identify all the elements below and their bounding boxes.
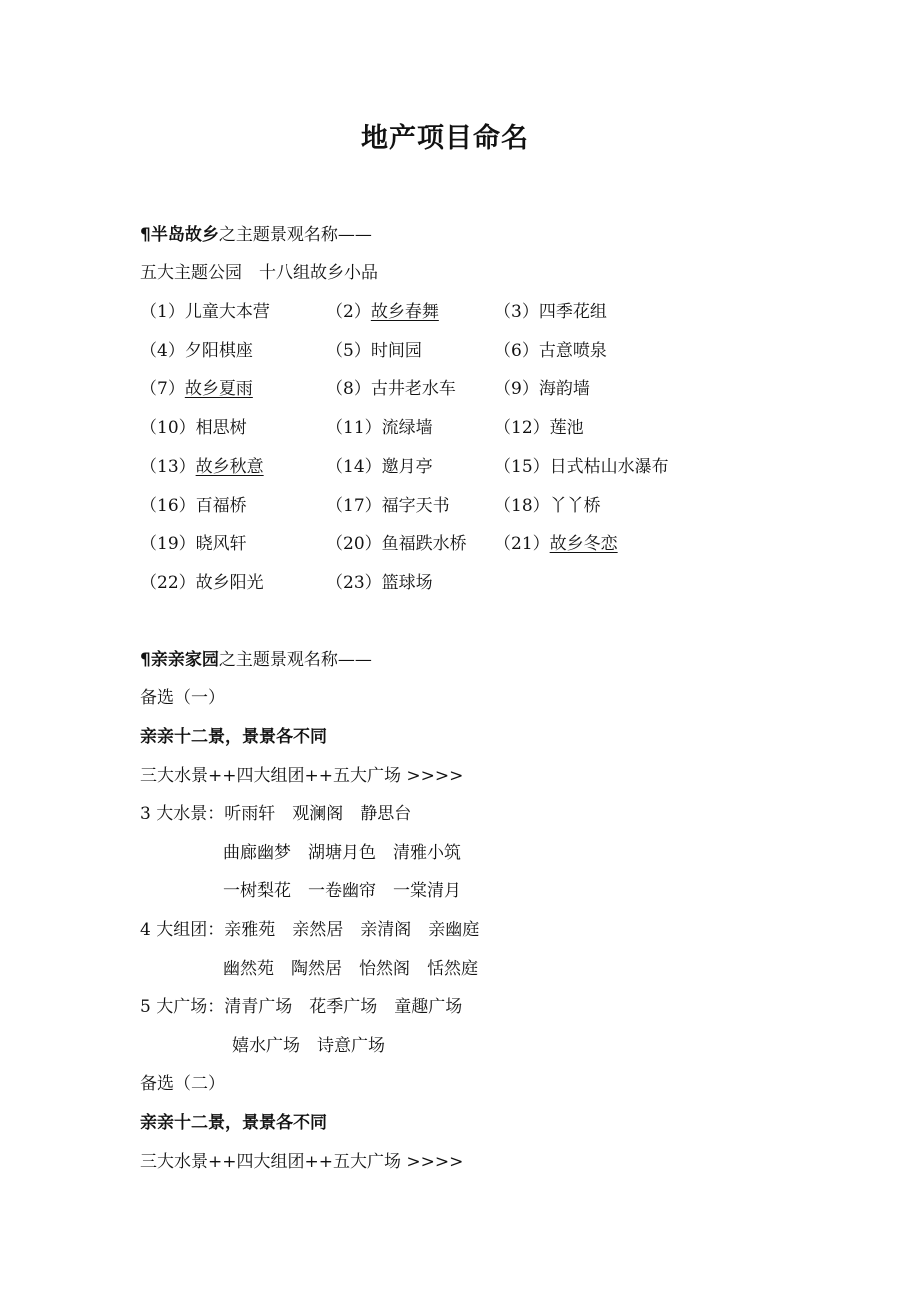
item-number: （5） [326,341,371,361]
item-name: 儿童大本营 [184,302,270,322]
landscape-item [494,532,618,556]
plaza-row-2: 嬉水广场 诗意广场 [232,1036,385,1056]
group-row-1 [140,918,479,942]
option-one-label: 备选（一） [140,688,225,708]
landscape-item [140,494,247,518]
landscape-item [140,571,264,595]
item-name: 故乡阳光 [195,573,264,593]
item-number: （1） [140,302,185,322]
landscape-item [140,339,253,363]
item-name: 日式枯山水瀑布 [549,457,669,477]
item-number: （19） [140,534,196,554]
heading-rest: 之主题景观名称—— [218,650,372,670]
item-number: （4） [140,341,185,361]
item-name: 故乡秋意 [195,457,264,477]
landscape-item [494,339,607,363]
section-heading-bandao [140,223,372,247]
landscape-item [494,416,584,440]
item-name: 相思树 [195,418,247,438]
landscape-item [494,455,669,479]
item-name: 故乡夏雨 [184,379,253,399]
landscape-item [494,377,590,401]
item-name: 丫丫桥 [549,496,601,516]
landscape-item [326,494,450,518]
item-name: 四季花组 [538,302,607,322]
landscape-item [140,300,270,324]
heading-bold: ¶半岛故乡 [140,225,219,245]
water-row-3: 一树梨花 一卷幽帘 一棠清月 [223,881,461,901]
water-row-2: 曲廊幽梦 湖塘月色 清雅小筑 [223,843,461,863]
item-number: （6） [494,341,539,361]
item-number: （10） [140,418,196,438]
water-row-1 [140,802,411,826]
landscape-item [494,494,601,518]
item-number: （2） [326,302,371,322]
page-title: 地产项目命名 [361,123,529,154]
item-number: （17） [326,496,382,516]
group-label: 4 大组团： [140,920,225,940]
item-number: （20） [326,534,382,554]
slogan-two: 亲亲十二景，景景各不同 [140,1113,327,1133]
item-number: （13） [140,457,196,477]
landscape-item [140,455,264,479]
item-name: 莲池 [549,418,584,438]
summary-one: 三大水景++四大组团++五大广场 >>>> [140,766,464,786]
item-name: 邀月亭 [381,457,433,477]
item-name: 时间园 [370,341,422,361]
item-name: 古意喷泉 [538,341,607,361]
landscape-item [326,455,433,479]
group-names-1: 亲雅苑 亲然居 亲清阁 亲幽庭 [224,920,480,940]
item-number: （15） [494,457,550,477]
item-number: （14） [326,457,382,477]
landscape-item [326,377,456,401]
section-heading-qinqin [140,648,372,672]
item-number: （23） [326,573,382,593]
landscape-item [140,532,247,556]
item-name: 福字天书 [381,496,450,516]
item-number: （11） [326,418,382,438]
landscape-item [326,571,433,595]
item-name: 鱼福跌水桥 [381,534,467,554]
item-number: （9） [494,379,539,399]
option-two-label: 备选（二） [140,1074,225,1094]
landscape-item [326,300,439,324]
item-name: 故乡春舞 [370,302,439,322]
group-row-2: 幽然苑 陶然居 怡然阁 恬然庭 [223,959,478,979]
landscape-item [326,339,422,363]
item-name: 古井老水车 [370,379,456,399]
item-name: 夕阳棋座 [184,341,253,361]
item-number: （12） [494,418,550,438]
item-name: 百福桥 [195,496,247,516]
item-number: （22） [140,573,196,593]
plaza-label: 5 大广场： [140,997,225,1017]
section-subtitle: 五大主题公园 十八组故乡小品 [140,263,378,283]
water-names-1: 听雨轩 观澜阁 静思台 [224,804,412,824]
item-number: （7） [140,379,185,399]
plaza-names-1: 清青广场 花季广场 童趣广场 [224,997,463,1017]
item-number: （16） [140,496,196,516]
item-number: （8） [326,379,371,399]
plaza-row-1 [140,995,462,1019]
item-number: （18） [494,496,550,516]
landscape-item [494,300,607,324]
landscape-item [326,532,467,556]
item-name: 晓风轩 [195,534,247,554]
heading-rest: 之主题景观名称—— [218,225,372,245]
item-number: （3） [494,302,539,322]
item-name: 篮球场 [381,573,433,593]
landscape-item [140,377,253,401]
item-name: 故乡冬恋 [549,534,618,554]
item-name: 海韵墙 [538,379,590,399]
item-number: （21） [494,534,550,554]
landscape-item [140,416,247,440]
slogan-one: 亲亲十二景，景景各不同 [140,727,327,747]
landscape-item [326,416,433,440]
water-label: 3 大水景： [140,804,225,824]
heading-bold: ¶亲亲家园 [140,650,219,670]
summary-two: 三大水景++四大组团++五大广场 >>>> [140,1152,464,1172]
item-name: 流绿墙 [381,418,433,438]
